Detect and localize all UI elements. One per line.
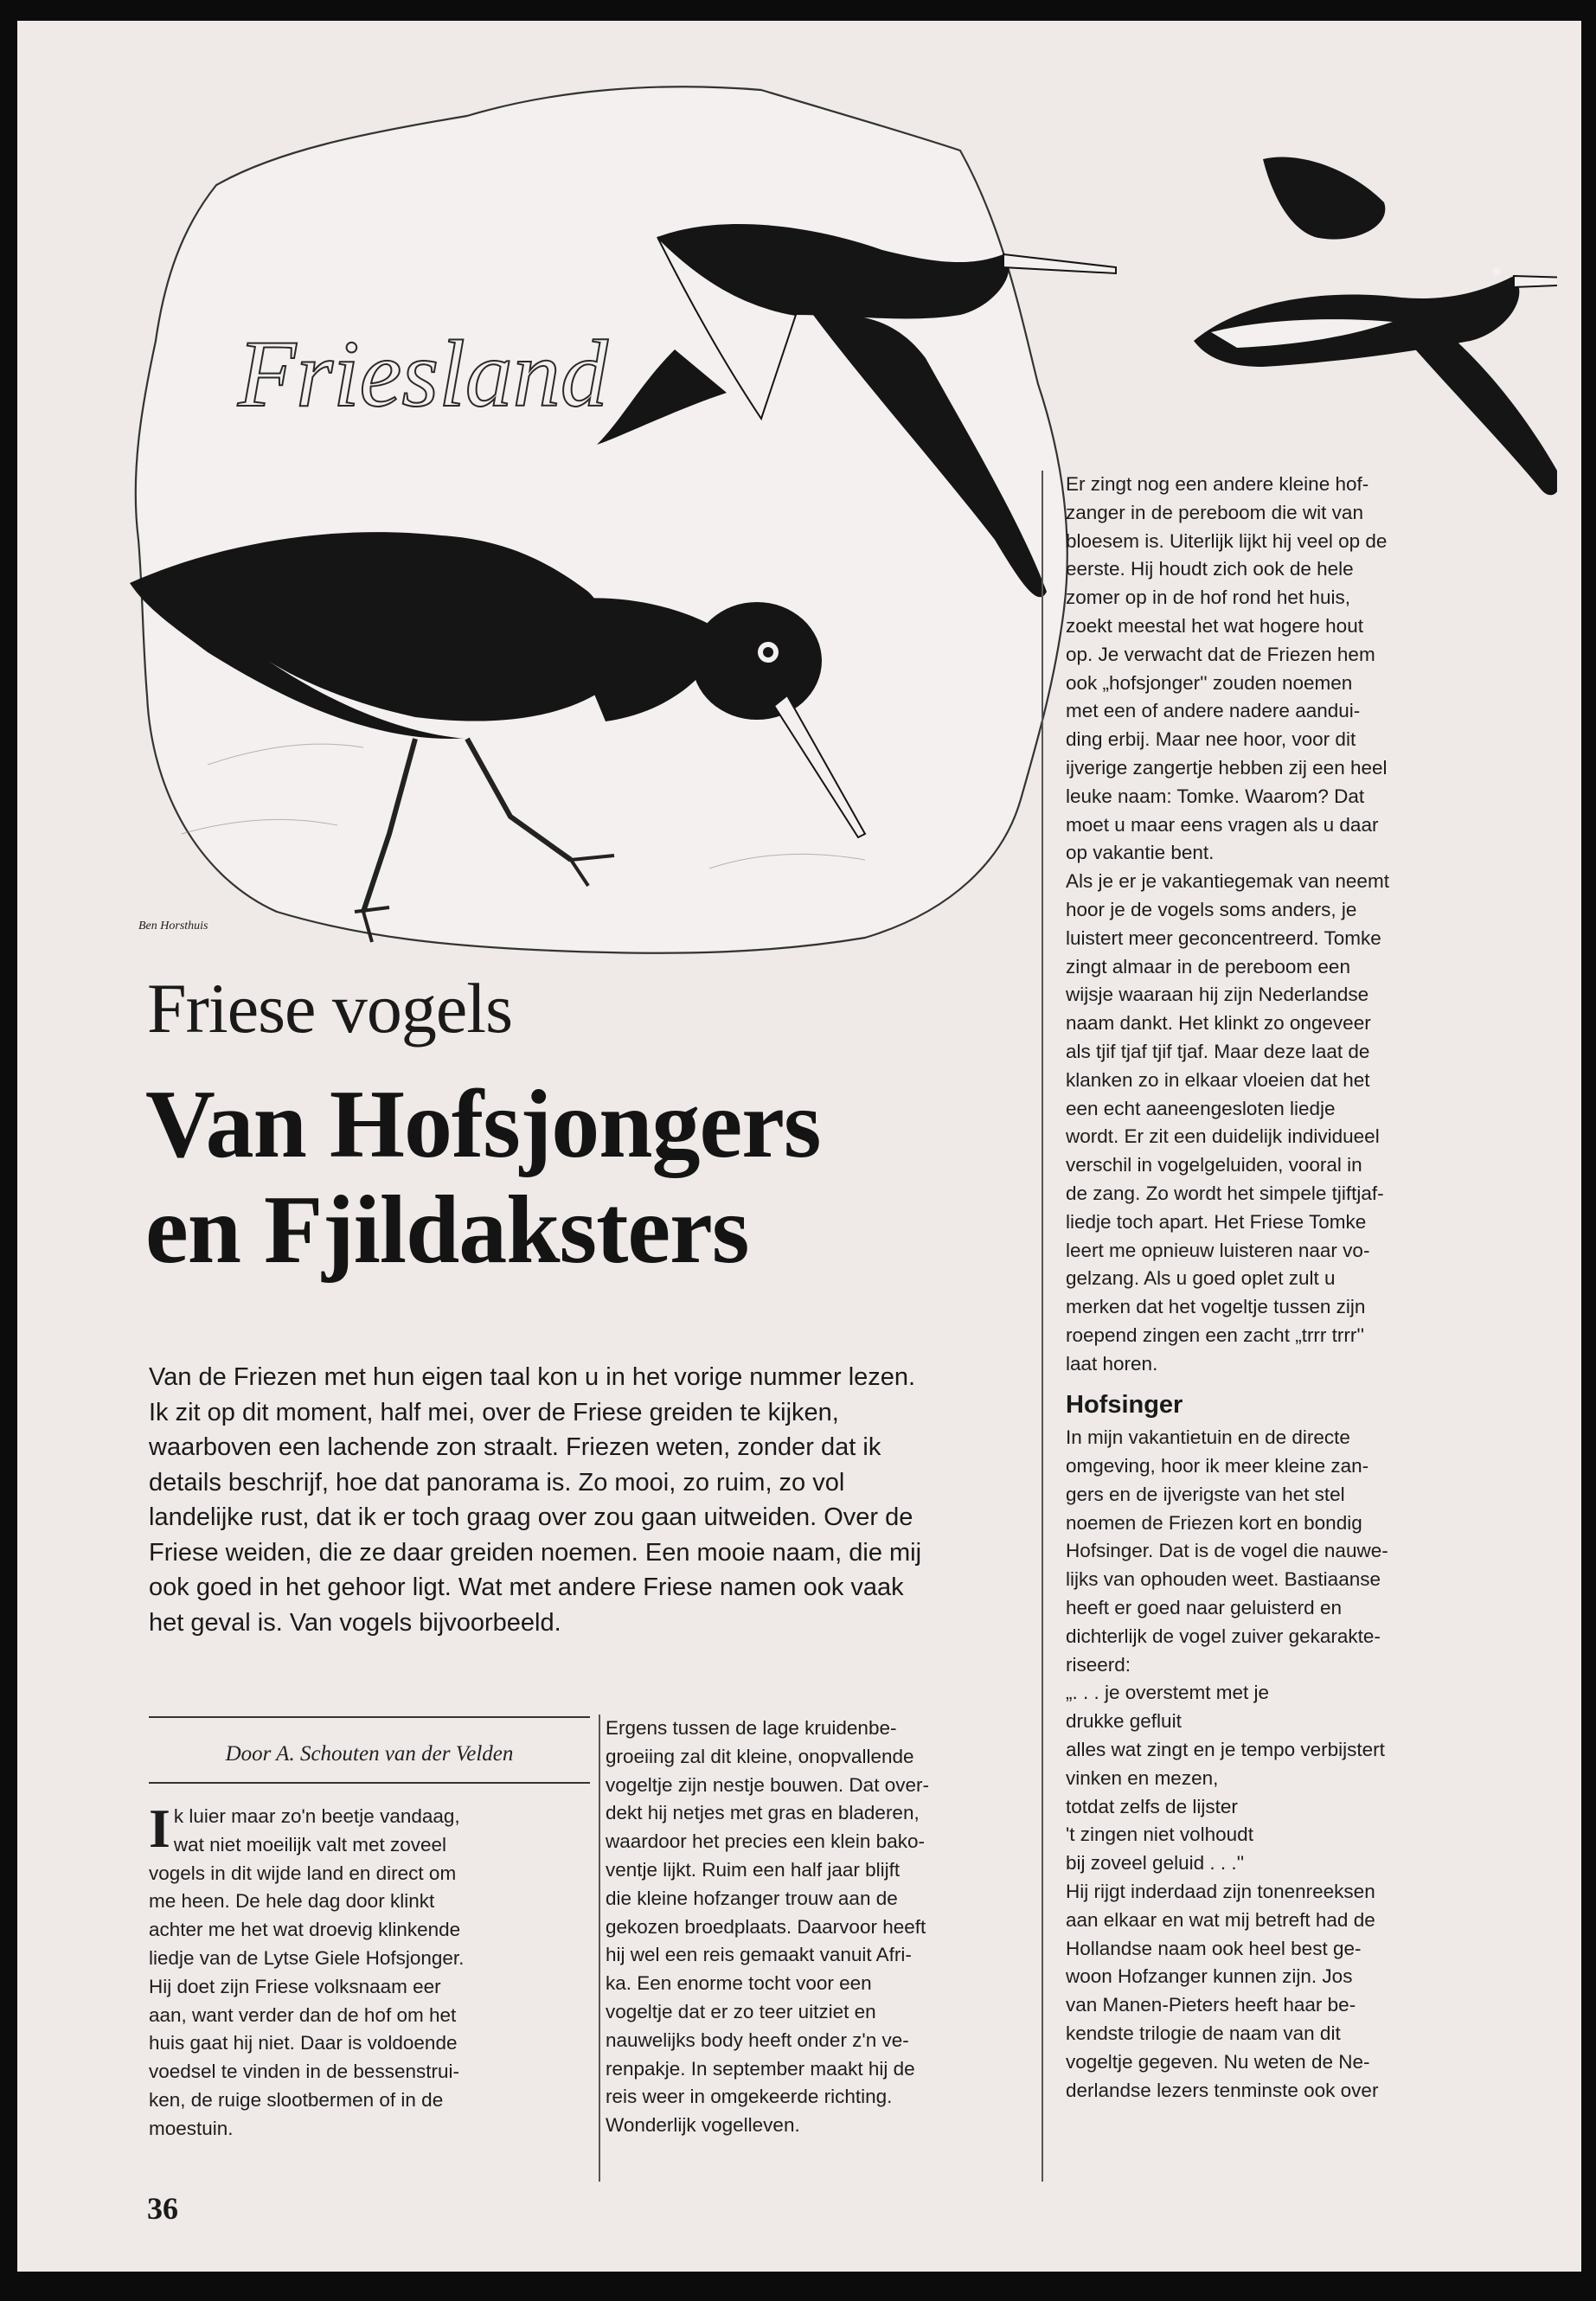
column-2 xyxy=(606,1715,1038,2140)
byline-rule-top xyxy=(149,1716,590,1718)
column-3-paragraph-2: Als je er je vakantiegemak van neemt hoor je de vogels soms anders, je luistert meer geconcentreerd. Tomke zingt almaar in de pereboom een wijsje waaraan hij zijn Nederlandse naam dankt. Het klinkt zo ongeveer als tjif tjaf tjif tjaf. Maar deze laat de klanken zo in elkaar vloeien dat het een echt aaneengesloten liedje wordt. Er zit een duidelijk individueel verschil in vogelgeluiden, vooral in de zang. Zo wordt het simpele tjiftjaf- liedje toch apart. Het Friese Tomke leert me opnieuw luisteren naar vo- gelzang. Als u goed oplet zult u merken dat het vogeltje tussen zijn roepend zingen een zacht „trrr trrr'' laat horen. xyxy=(1066,870,1389,1375)
artist-signature: Ben Horsthuis xyxy=(138,920,208,933)
column-3-paragraph-4: Hij rijgt inderdaad zijn tonenreeksen aan elkaar en wat mij betreft had de Hollandse naam ook heel best ge- woon Hofzanger kunnen zijn. Jos van Manen-Pieters heeft haar be- kendste trilogie de naam van dit vogeltje gegeven. Nu weten de Ne- derlandse lezers tenminste ook over xyxy=(1066,1881,1379,2101)
map-label: Friesland xyxy=(238,321,608,426)
lead-paragraph: Van de Friezen met hun eigen taal kon u in het vorige nummer lezen. Ik zit op dit moment, half mei, over de Friese greiden te kijken, waarboven een lachende zon straalt. Friezen weten, zonder dat ik details beschrijf, hoe dat panorama is. Zo mooi, zo ruim, zo vol landelijke rust, dat ik er toch graag over zou gaan uitweiden. Over de Friese weiden, die ze daar greiden noemen. Een mooie naam, die mij ook goed in het gehoor ligt. Wat met andere Friese namen ook vaak het geval is. Van vogels bijvoorbeeld. xyxy=(149,1363,922,1637)
friesland-map-outline xyxy=(136,87,1067,953)
dropcap: I xyxy=(149,1798,170,1859)
column-1 xyxy=(149,1798,581,2144)
byline-rule-bottom xyxy=(149,1782,590,1784)
article-title-line-2: en Fjildaksters xyxy=(145,1176,749,1284)
page-number: 36 xyxy=(147,2191,178,2226)
column-3-paragraph-1: Er zingt nog een andere kleine hof- zanger in de pereboom die wit van bloesem is. Uiterlijk lijkt hij veel op de eerste. Hij houdt zich ook de hele zomer op in de hof rond het huis, zoekt meestal het wat hogere hout op. Je verwacht dat de Friezen hem ook „hofsjonger'' zouden noemen met een of andere nadere aandui- ding erbij. Maar nee hoor, voor dit ijverige zangertje hebben zij een heel leuke naam: Tomke. Waarom? Dat moet u maar eens vragen als u daar op vakantie bent. xyxy=(1066,473,1388,864)
section-heading: Hofsinger xyxy=(1066,1390,1183,1419)
byline: Door A. Schouten van der Velden xyxy=(225,1742,514,1766)
article-title xyxy=(145,1072,820,1283)
column-1-text: k luier maar zo'n beetje vandaag, wat niet moeilijk valt met zoveel vogels in dit wijde land en direct om me heen. De hele dag door klinkt achter me het wat droevig klinkende liedje van de Lytse Giele Hofsjonger. Hij doet zijn Friese volksnaam eer aan, want verder dan de hof om het huis gaat hij niet. Daar is voldoende voedsel te vinden in de bessenstrui- ken, de ruige slootbermen of in de moestuin. xyxy=(149,1805,465,2139)
column-rule-2 xyxy=(1042,471,1043,2182)
oystercatcher-bird-flying-small xyxy=(1194,157,1557,495)
column-rule-1 xyxy=(599,1715,600,2182)
column-2-text: Ergens tussen de lage kruidenbe- groeiing zal dit kleine, onopvallende vogeltje zijn nestje bouwen. Dat over- dekt hij netjes met gras en bladeren, waardoor het precies een klein bako- ventje lijkt. Ruim een half jaar blijft die kleine hofzanger trouw aan de gekozen broedplaats. Daarvoor heeft hij wel een reis gemaakt vanuit Afri- ka. Een enorme tocht voor een vogeltje dat er zo teer uitziet en nauwelijks body heeft onder z'n ve- renpakje. In september maakt hij de reis weer in omgekeerde richting. Wonderlijk vogelleven. xyxy=(606,1717,929,2137)
magazine-page xyxy=(17,21,1581,2272)
article-kicker: Friese vogels xyxy=(147,969,512,1048)
column-3-paragraph-3: In mijn vakantietuin en de directe omgeving, hoor ik meer kleine zan- gers en de ijverigste van het stel noemen de Friezen kort en bondig Hofsinger. Dat is de vogel die nauwe- lijks van ophouden weet. Bastiaanse heeft er goed naar geluisterd en dichterlijk de vogel zuiver gekarakte- riseerd: xyxy=(1066,1426,1388,1676)
column-3-poem: „. . . je overstemt met je drukke gefluit alles wat zingt en je tempo verbijstert vinken en mezen, totdat zelfs de lijster 't zingen niet volhoudt bij zoveel geluid . . .'' xyxy=(1066,1682,1385,1875)
article-title-line-1: Van Hofsjongers xyxy=(145,1071,821,1178)
column-3 xyxy=(1066,471,1516,2105)
